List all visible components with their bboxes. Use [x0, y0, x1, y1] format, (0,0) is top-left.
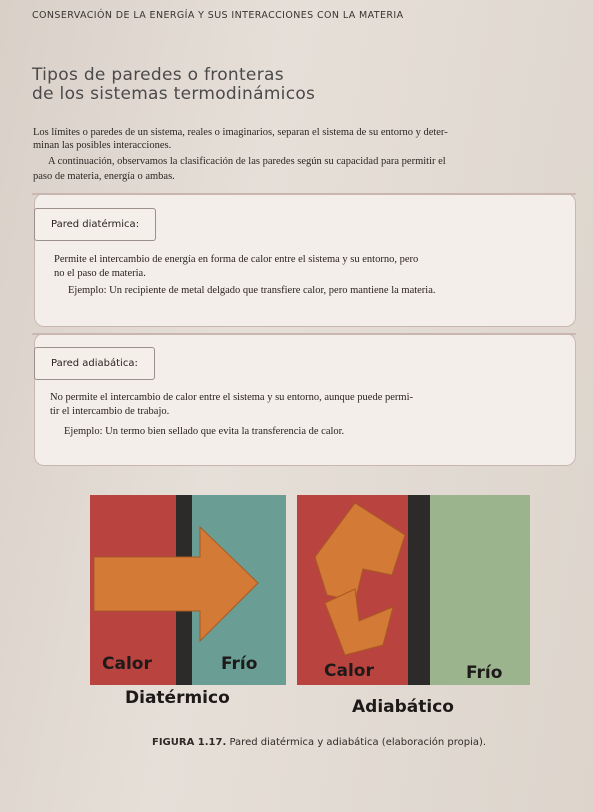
cold-side-panel-adiabatic: [430, 495, 530, 685]
adiabatic-figure-title: Adiabático: [352, 697, 454, 717]
diathermic-wall-tag: Pared diatérmica:: [34, 208, 156, 241]
intro-paragraph-1-line-2: minan las posibles interacciones.: [33, 140, 172, 151]
diathermic-figure-title: Diatérmico: [125, 688, 230, 708]
intro-paragraph-2-line-2: paso de materia, energía o ambas.: [33, 171, 175, 182]
diathermic-cold-label: Frío: [221, 654, 258, 674]
diathermic-wall-box: [34, 193, 576, 327]
section-title-line-1: Tipos de paredes o fronteras: [32, 65, 284, 85]
diathermic-example: Ejemplo: Un recipiente de metal delgado que transfiere calor, pero mantiene la materia.: [68, 285, 436, 296]
adiabatic-hot-label: Calor: [324, 661, 374, 681]
adiabatic-description-line-1: No permite el intercambio de calor entre el sistema y su entorno, aunque puede permi-: [50, 392, 413, 403]
adiabatic-example: Ejemplo: Un termo bien sellado que evita la transferencia de calor.: [64, 426, 345, 437]
adiabatic-cold-label: Frío: [466, 663, 503, 683]
figure-caption: [152, 737, 486, 748]
chapter-header: CONSERVACIÓN DE LA ENERGÍA Y SUS INTERACCIONES CON LA MATERIA: [32, 10, 404, 21]
section-title: [32, 66, 315, 104]
intro-paragraph-2-line-1: A continuación, observamos la clasificación de las paredes según su capacidad para permitir el: [48, 156, 446, 167]
figure-caption-label: FIGURA 1.17.: [152, 737, 227, 748]
adiabatic-wall-box: [34, 333, 576, 466]
adiabatic-wall-tag: Pared adiabática:: [34, 347, 155, 380]
figure-caption-text: Pared diatérmica y adiabática (elaboración propia).: [229, 737, 487, 748]
section-title-line-2: de los sistemas termodinámicos: [32, 84, 316, 104]
adiabatic-description-line-2: tir el intercambio de trabajo.: [50, 406, 170, 417]
intro-paragraph-1-line-1: Los límites o paredes de un sistema, reales o imaginarios, separan el sistema de su entorno y deter-: [33, 127, 448, 138]
diathermic-hot-label: Calor: [102, 654, 152, 674]
blocked-heat-arrow-icon: [297, 495, 437, 685]
diathermic-description-line-1: Permite el intercambio de energía en forma de calor entre el sistema y su entorno, pero: [54, 254, 419, 265]
diathermic-description-line-2: no el paso de materia.: [54, 268, 146, 279]
